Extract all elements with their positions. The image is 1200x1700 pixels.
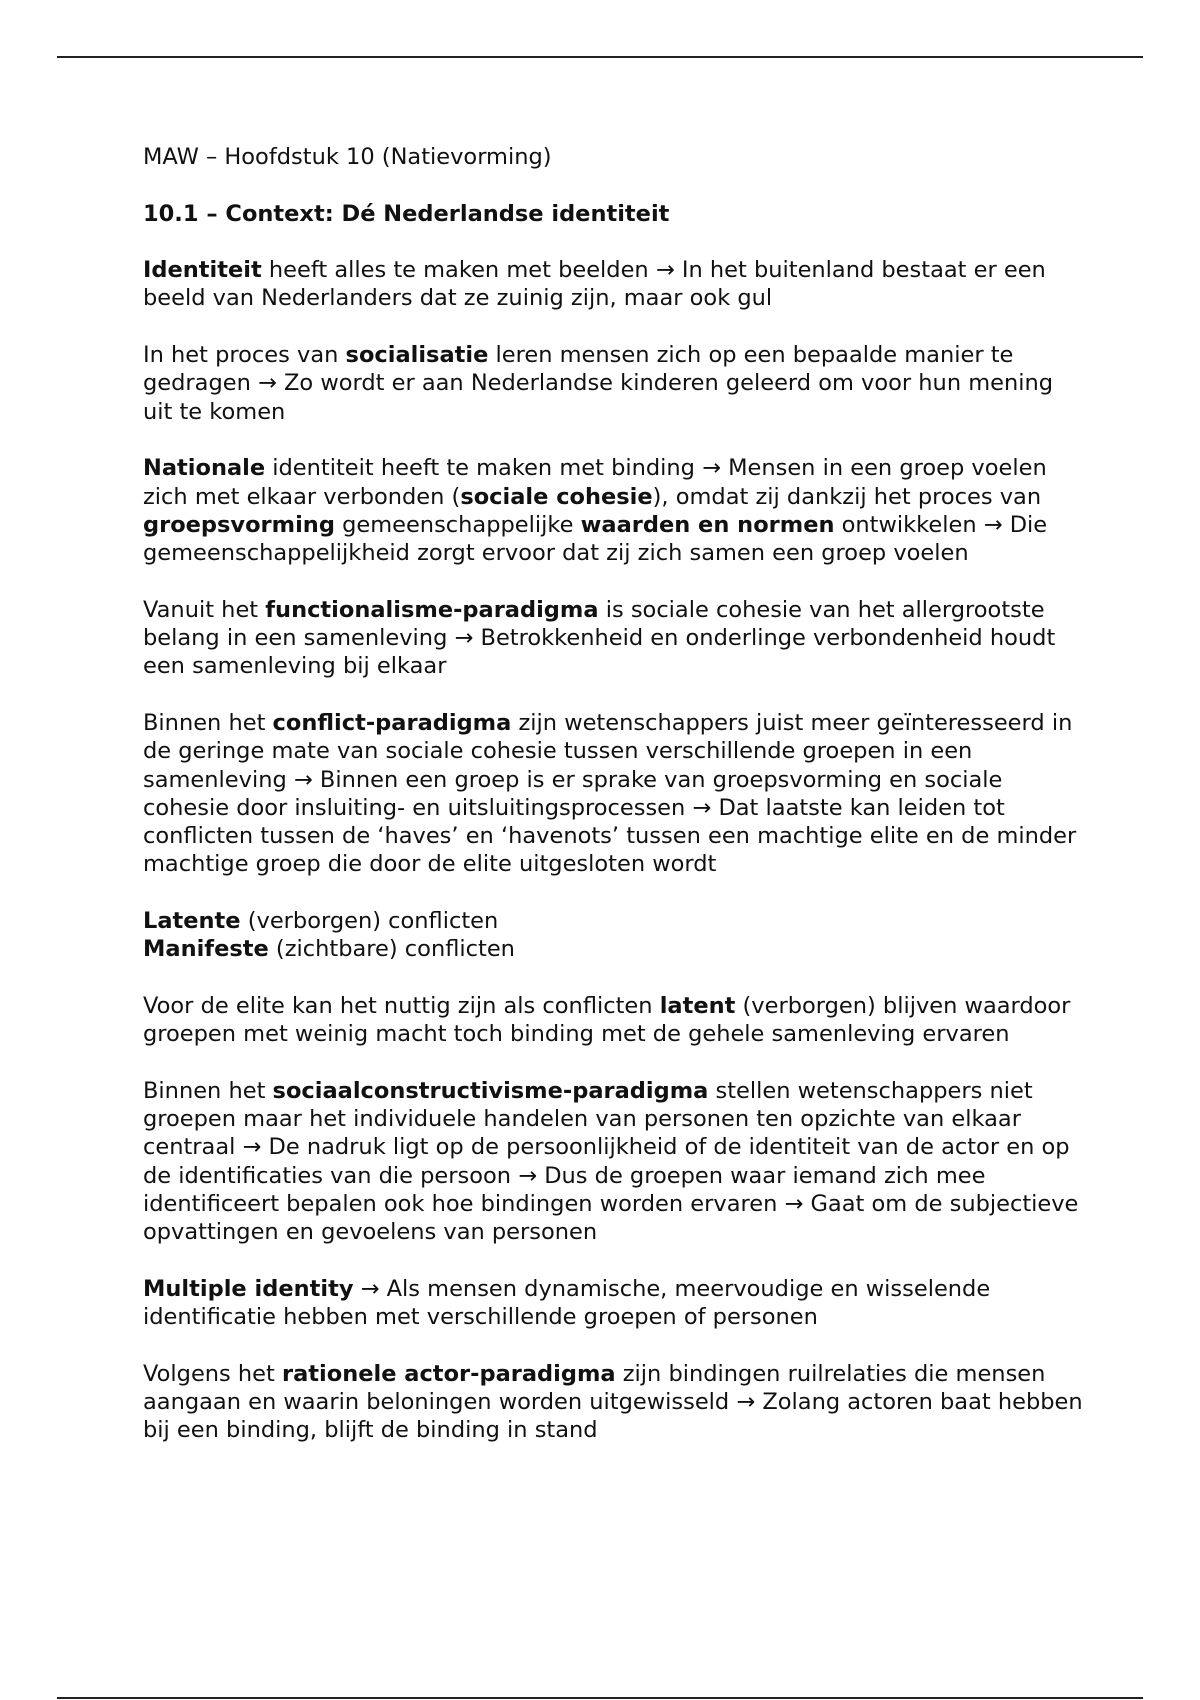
term: Multiple identity: [143, 1275, 354, 1302]
paragraph-socialisatie: [143, 341, 1083, 426]
paragraph-text: Voor de elite kan het nuttig zijn als conflicten: [143, 992, 660, 1019]
term: rationele actor-paradigma: [282, 1360, 616, 1387]
paragraph-text: ), omdat zij dankzij het proces van: [652, 483, 1042, 510]
term: sociale cohesie: [460, 483, 653, 510]
paragraph-text: In het proces van: [143, 342, 346, 369]
paragraph-text: leren mensen zich op een bepaalde manier te gedragen → Zo wordt er aan Nederlandse kinderen geleerd om voor hun mening uit te komen: [143, 342, 1054, 425]
paragraph-functionalisme: [143, 596, 1083, 681]
paragraph-latente-manifeste: [143, 907, 1083, 964]
section-heading: [143, 200, 1083, 228]
paragraph-text: → Als mensen dynamische, meervoudige en wisselende identificatie hebben met verschillende groepen of personen: [143, 1275, 991, 1331]
term: latent: [659, 992, 736, 1019]
paragraph-text: stellen wetenschappers niet groepen maar het individuele handelen van personen ten opzichte van elkaar centraal → De nadruk ligt op de persoonlijkheid of de identiteit van de actor en op de identificaties van die persoon → Dus de groepen waar iemand zich mee identificeert bepalen ook hoe bindingen worden ervaren → Gaat om de subjectieve opvattingen en gevoelens van personen: [143, 1077, 1079, 1246]
paragraph-text: (verborgen) conflicten: [240, 908, 499, 935]
paragraph-identiteit: [143, 256, 1083, 313]
paragraph-text: gemeenschappelijke: [334, 511, 581, 538]
term: Nationale: [143, 455, 266, 482]
term: Manifeste: [143, 936, 269, 963]
paragraph-text: zijn wetenschappers juist meer geïnteresseerd in de geringe mate van sociale cohesie tussen verschillende groepen in een samenleving → Binnen een groep is er sprake van groepsvorming en sociale cohesie door insluiting- en uitsluitingsprocessen → Dat laatste kan leiden tot conflicten tussen de ‘haves’ en ‘havenots’ tussen een machtige elite en de minder machtige groep die door de elite uitgesloten wordt: [143, 709, 1077, 878]
header-rule: [57, 56, 1143, 58]
paragraph-multiple-identity: [143, 1275, 1083, 1332]
section-heading-text: 10.1 – Context: Dé Nederlandse identiteit: [143, 200, 670, 227]
paragraph-rationele-actor: [143, 1360, 1083, 1445]
paragraph-nationale-identiteit: [143, 454, 1083, 567]
paragraph-elite: [143, 992, 1083, 1049]
paragraph-text: (verborgen) blijven waardoor groepen met weinig macht toch binding met de gehele samenleving ervaren: [143, 992, 1071, 1048]
term: waarden en normen: [580, 511, 835, 538]
paragraph-text: Binnen het: [143, 709, 273, 736]
term: Latente: [143, 908, 241, 935]
term: Identiteit: [143, 257, 262, 284]
document-body: [143, 143, 1083, 1445]
term: functionalisme-paradigma: [265, 596, 599, 623]
paragraph-text: ontwikkelen → Die gemeenschappelijkheid zorgt ervoor dat zij zich samen een groep voelen: [143, 511, 1048, 567]
term: groepsvorming: [143, 511, 335, 538]
paragraph-text: heeft alles te maken met beelden → In het buitenland bestaat er een beeld van Nederlanders dat ze zuinig zijn, maar ook gul: [143, 257, 1046, 312]
paragraph-text: is sociale cohesie van het allergrootste belang in een samenleving → Betrokkenheid en onderlinge verbondenheid houdt een samenleving bij elkaar: [143, 596, 1056, 680]
term: sociaalconstructivisme-paradigma: [272, 1077, 709, 1104]
paragraph-text: (zichtbare) conflicten: [268, 936, 515, 963]
paragraph-text: zijn bindingen ruilrelaties die mensen aangaan en waarin beloningen worden uitgewisseld → Zolang actoren baat hebben bij een binding, blijft de binding in stand: [143, 1360, 1083, 1444]
document-title: MAW – Hoofdstuk 10 (Natievorming): [143, 144, 552, 170]
paragraph-text: Binnen het: [143, 1077, 273, 1104]
paragraph-text: Vanuit het: [143, 596, 266, 623]
term: socialisatie: [345, 342, 489, 369]
footer-rule: [57, 1697, 1143, 1699]
term: conflict-paradigma: [272, 709, 512, 736]
paragraph-sociaalconstructivisme: [143, 1077, 1083, 1247]
paragraph-text: Volgens het: [143, 1360, 282, 1387]
paragraph-conflict: [143, 709, 1083, 879]
paragraph-text: identiteit heeft te maken met binding → Mensen in een groep voelen zich met elkaar verbonden (: [143, 455, 1047, 510]
